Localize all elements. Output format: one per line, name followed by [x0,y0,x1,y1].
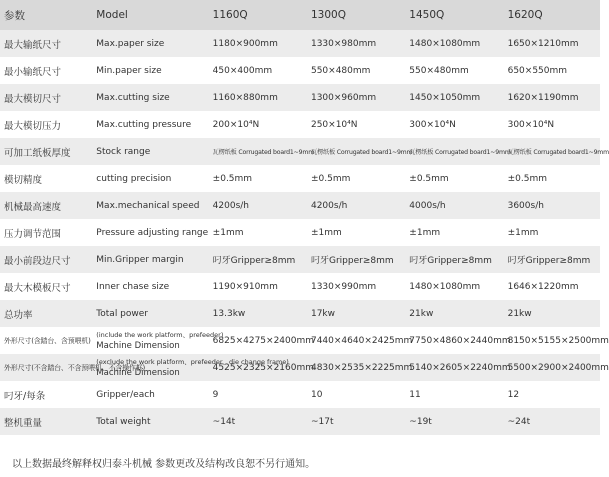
table-row [0,327,600,354]
cell-1450q: 1450×1050mm [409,92,481,103]
cell-1450q: ±0.5mm [409,173,449,184]
cell-1450q: 21kw [409,308,434,319]
cell-1160q: 1160×880mm [212,92,278,103]
cell-1620q: 21kw [507,308,532,319]
cell-1450q: 4000s/h [409,200,446,211]
cell-1620q: ±0.5mm [507,173,547,184]
header-param: 参数 [4,9,25,22]
row-label-en-main: Machine Dimension [96,367,180,378]
cell-1620q: 300×10⁴N [507,119,555,130]
cell-1300q: 1300×960mm [310,92,377,103]
cell-1160q: ~14t [212,416,236,427]
cell-1450q: 300×10⁴N [409,119,456,130]
row-label-en: Max.cutting size [96,92,170,103]
cell-1300q: 1330×980mm [310,38,377,49]
row-label-en: Gripper/each [96,389,155,400]
cell-1620q: ~24t [507,416,531,427]
table-row [0,408,600,435]
cell-1300q: 叼牙Gripper≥8mm [310,256,394,266]
cell-1160q: 9 [212,389,219,400]
cell-1300q: 瓦楞纸板 Corrugated board1~9mm [310,149,413,156]
table-row [0,165,600,192]
row-label-cn: 外形尺寸(含踏台、含预喂机) [4,336,91,345]
cell-1620q: 瓦楞纸板 Corrugated board1~9mm [507,149,609,156]
row-label-en: cutting precision [96,173,172,184]
row-label-en-note: (exclude the work platform、prefeeder、die change frame) [96,357,289,366]
cell-1160q: 450×400mm [212,65,273,76]
cell-1620q: 8150×5155×2500mm [507,335,609,346]
row-label-cn: 最小前段边尺寸 [4,255,71,267]
row-label-en: Min.paper size [96,65,162,76]
cell-1160q: 1180×900mm [212,38,278,49]
table-row [0,138,600,165]
row-label-cn: 外形尺寸(不含踏台、不含预喂机、不含操作框) [4,363,146,372]
cell-1160q: 200×10⁴N [212,119,260,130]
cell-1160q: 1190×910mm [212,281,278,292]
table-row [0,219,600,246]
table-header-row [0,0,600,30]
cell-1450q: 叼牙Gripper≥8mm [409,256,492,266]
cell-1620q: 叼牙Gripper≥8mm [507,256,591,266]
row-label-en: Total weight [96,416,151,427]
cell-1300q: 4200s/h [310,200,348,211]
row-label-en: Min.Gripper margin [96,254,184,265]
cell-1620q: 650×550mm [507,65,568,76]
row-label-cn: 整机重量 [4,417,43,429]
row-label-cn: 最大木模板尺寸 [4,282,71,294]
row-label-cn: 叼牙/每条 [4,390,46,402]
row-label-en: Max.mechanical speed [96,200,200,211]
row-label-en: Inner chase size [96,281,170,292]
table-row [0,354,600,381]
row-label-en: Pressure adjusting range [96,227,209,238]
cell-1620q: 5500×2900×2400mm [507,362,609,373]
cell-1450q: ~19t [409,416,432,427]
row-label-cn: 最大输纸尺寸 [4,39,62,51]
header-model-1300q: 1300Q [310,9,346,21]
table-row [0,381,600,408]
row-label-cn: 压力调节范围 [4,228,62,240]
row-label-en: Max.paper size [96,38,165,49]
header-model-1160q: 1160Q [212,9,248,21]
table-row [0,273,600,300]
table-row [0,57,600,84]
table-row [0,192,600,219]
row-label-en: Total power [96,308,148,319]
cell-1450q: 11 [409,389,421,400]
header-model-1620q: 1620Q [507,9,543,21]
row-label-cn: 可加工纸板厚度 [4,147,71,159]
cell-1620q: 3600s/h [507,200,544,211]
row-label-cn: 最小输纸尺寸 [4,66,62,78]
cell-1620q: ±1mm [507,227,539,238]
cell-1300q: 7440×4640×2425mm [310,335,413,346]
cell-1160q: 6825×4275×2400mm [212,335,315,346]
cell-1160q: ±1mm [212,227,244,238]
cell-1450q: 5140×2605×2240mm [409,362,511,373]
cell-1300q: 4830×2535×2225mm [310,362,413,373]
cell-1300q: 1330×990mm [310,281,377,292]
cell-1160q: 叼牙Gripper≥8mm [212,256,296,266]
cell-1160q: 4200s/h [212,200,250,211]
table-row [0,84,600,111]
row-label-en-main: Machine Dimension [96,340,180,351]
cell-1620q: 1650×1210mm [507,38,579,49]
cell-1300q: ~17t [310,416,334,427]
cell-1450q: 瓦楞纸板 Corrugated board1~9mm [409,149,511,156]
cell-1300q: 10 [310,389,323,400]
cell-1160q: 4525×2325×2160mm [212,362,315,373]
table-row [0,30,600,57]
cell-1300q: 17kw [310,308,336,319]
row-label-cn: 机械最高速度 [4,201,62,213]
footer-disclaimer: 以上数据最终解释权归泰斗机械 参数更改及结构改良恕不另行通知。 [12,459,316,470]
cell-1620q: 1620×1190mm [507,92,579,103]
table-row [0,300,600,327]
row-label-cn: 最大模切尺寸 [4,93,62,105]
cell-1450q: 7750×4860×2440mm [409,335,511,346]
cell-1450q: 550×480mm [409,65,469,76]
cell-1300q: 250×10⁴N [310,119,358,130]
cell-1620q: 1646×1220mm [507,281,579,292]
row-label-cn: 最大模切压力 [4,120,62,132]
cell-1160q: 瓦楞纸板 Corrugated board1~9mm [212,149,315,156]
row-label-cn: 总功率 [4,309,33,321]
row-label-en [90,327,224,354]
cell-1300q: ±0.5mm [310,173,351,184]
row-label-en: Stock range [96,146,151,157]
cell-1300q: 550×480mm [310,65,371,76]
cell-1300q: ±1mm [310,227,342,238]
cell-1160q: ±0.5mm [212,173,253,184]
cell-1450q: 1480×1080mm [409,281,481,292]
table-row [0,246,600,273]
row-label-en-note: (include the work platform、prefeeder) [96,330,224,339]
header-model-1450q: 1450Q [409,9,445,21]
cell-1620q: 12 [507,389,520,400]
cell-1450q: ±1mm [409,227,441,238]
cell-1160q: 13.3kw [212,308,246,319]
header-model: Model [96,9,128,21]
table-row [0,111,600,138]
row-label-cn: 模切精度 [4,174,43,186]
cell-1450q: 1480×1080mm [409,38,481,49]
row-label-en: Max.cutting pressure [96,119,192,130]
